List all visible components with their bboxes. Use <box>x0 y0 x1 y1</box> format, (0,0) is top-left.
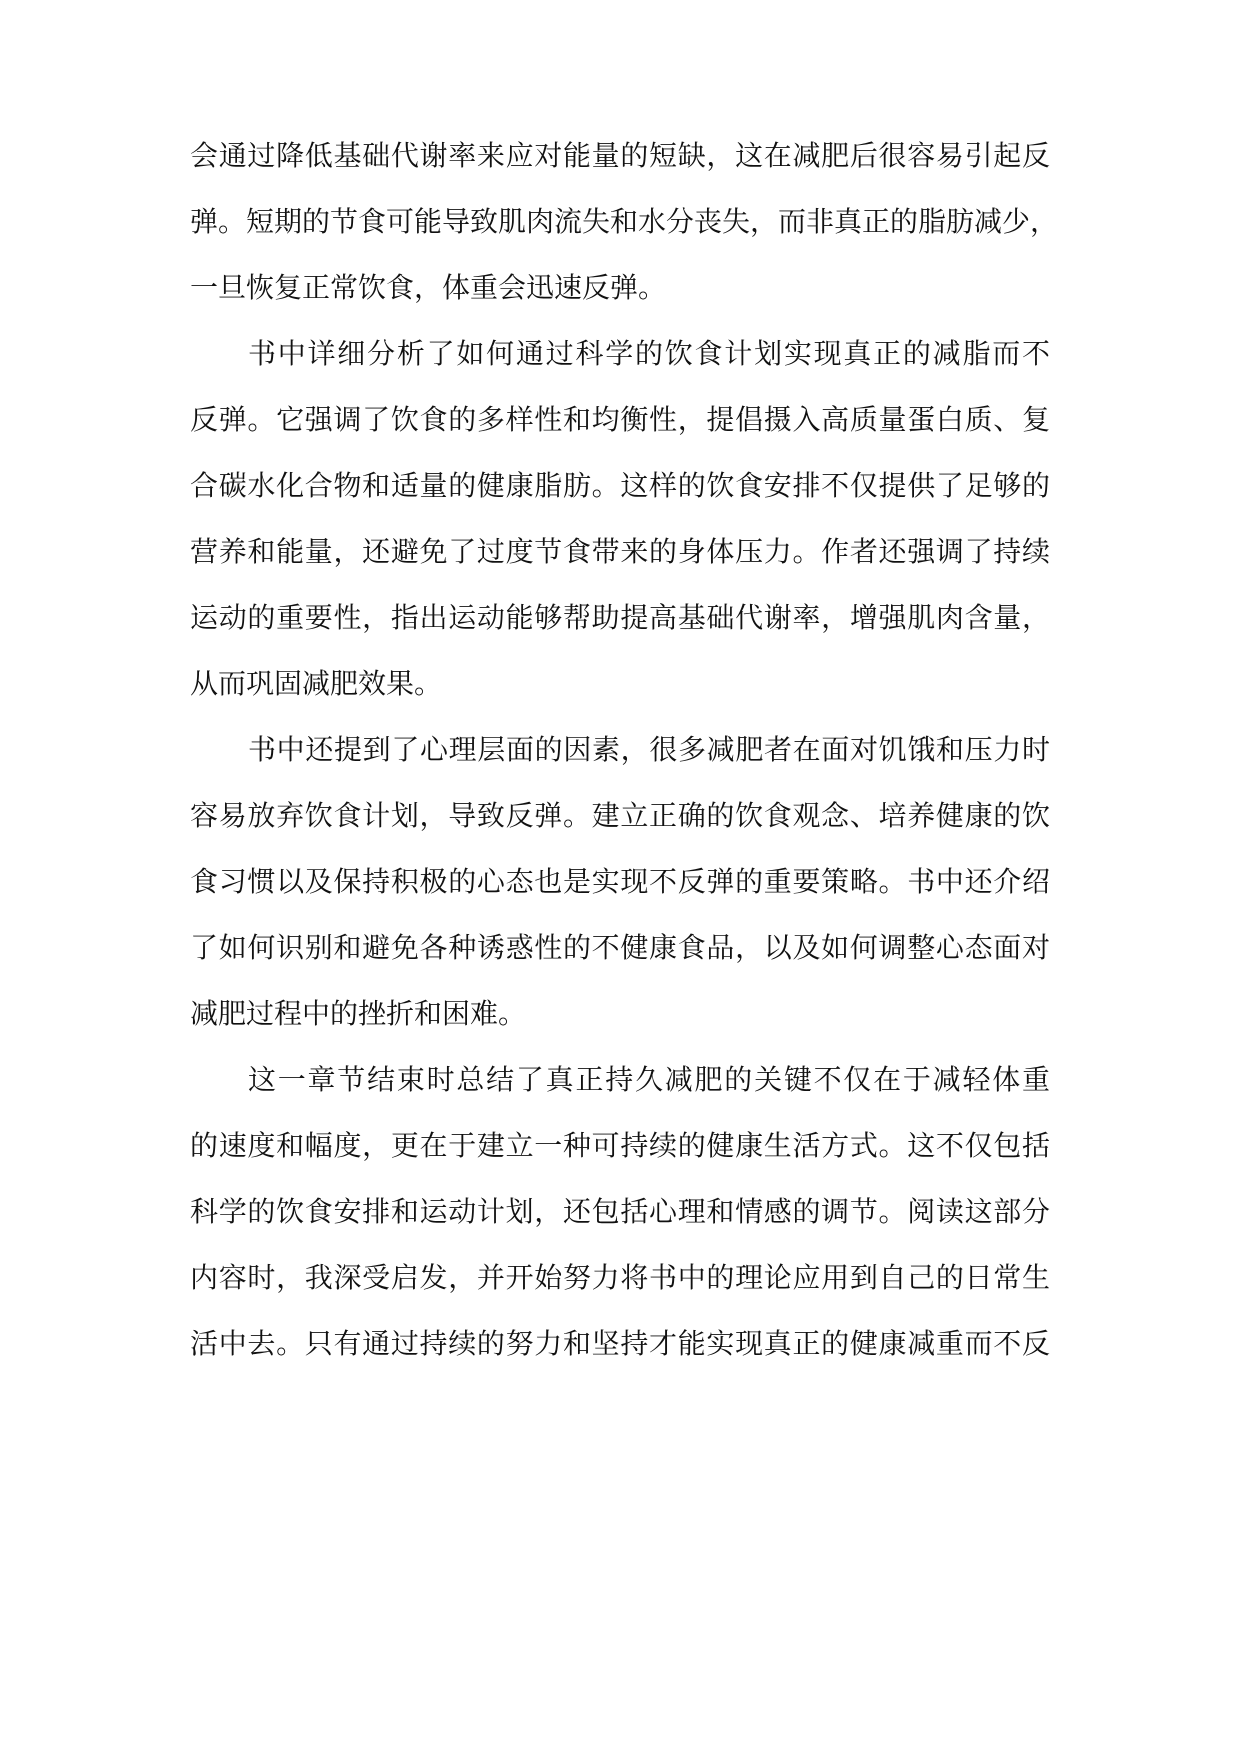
text-line: 活中去。只有通过持续的努力和坚持才能实现真正的健康减重而不反 <box>190 1327 1050 1360</box>
text-line: 容易放弃饮食计划，导致反弹。建立正确的饮食观念、培养健康的饮 <box>190 799 1050 832</box>
text-line: 运动的重要性，指出运动能够帮助提高基础代谢率，增强肌肉含量， <box>190 601 1050 634</box>
text-line: 食习惯以及保持积极的心态也是实现不反弹的重要策略。书中还介绍 <box>190 865 1050 898</box>
text-line: 反弹。它强调了饮食的多样性和均衡性，提倡摄入高质量蛋白质、复 <box>190 403 1050 436</box>
text-line: 一旦恢复正常饮食，体重会迅速反弹。 <box>190 271 667 304</box>
text-line: 从而巩固减肥效果。 <box>190 667 443 700</box>
text-line: 减肥过程中的挫折和困难。 <box>190 997 527 1030</box>
text-line: 书中详细分析了如何通过科学的饮食计划实现真正的减脂而不 <box>248 337 1050 370</box>
text-line: 了如何识别和避免各种诱惑性的不健康食品，以及如何调整心态面对 <box>190 931 1050 964</box>
text-line: 合碳水化合物和适量的健康脂肪。这样的饮食安排不仅提供了足够的 <box>190 469 1050 502</box>
text-line: 科学的饮食安排和运动计划，还包括心理和情感的调节。阅读这部分 <box>190 1195 1050 1228</box>
text-line: 这一章节结束时总结了真正持久减肥的关键不仅在于减轻体重 <box>248 1063 1050 1096</box>
text-line: 内容时，我深受启发，并开始努力将书中的理论应用到自己的日常生 <box>190 1261 1050 1294</box>
text-line: 弹。短期的节食可能导致肌肉流失和水分丧失，而非真正的脂肪减少， <box>190 205 1059 238</box>
text-line: 营养和能量，还避免了过度节食带来的身体压力。作者还强调了持续 <box>190 535 1050 568</box>
text-line: 会通过降低基础代谢率来应对能量的短缺，这在减肥后很容易引起反 <box>190 139 1050 172</box>
text-line: 的速度和幅度，更在于建立一种可持续的健康生活方式。这不仅包括 <box>190 1129 1050 1162</box>
text-line: 书中还提到了心理层面的因素，很多减肥者在面对饥饿和压力时 <box>248 733 1050 766</box>
